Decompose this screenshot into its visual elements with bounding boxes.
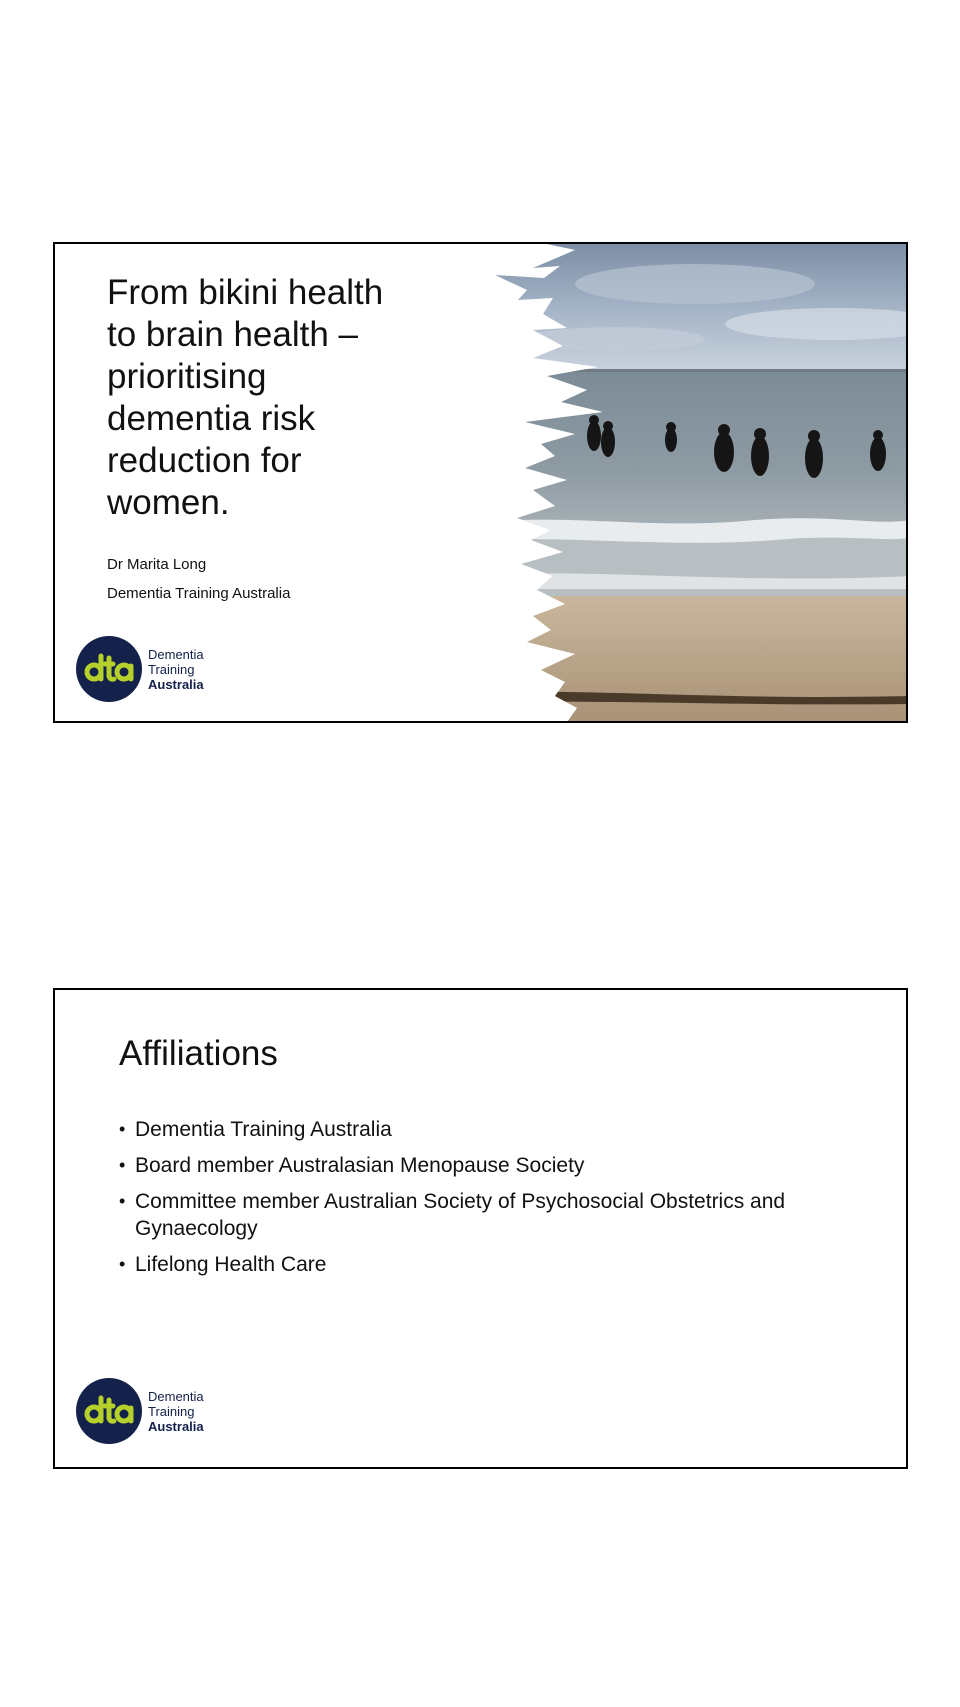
title-line: women.	[107, 483, 230, 522]
list-item: • Board member Australasian Menopause Society	[119, 1152, 859, 1179]
dta-logo-wordmark	[148, 647, 204, 692]
slide-title: Affiliations	[119, 1034, 278, 1073]
logo-line: Dementia	[148, 1389, 204, 1404]
dta-logo-mark	[76, 636, 142, 702]
author-name: Dr Marita Long	[107, 556, 207, 573]
title-line: dementia risk	[107, 399, 316, 438]
presentation-title	[107, 272, 427, 524]
list-item: • Lifelong Health Care	[119, 1251, 859, 1278]
logo-line: Training	[148, 1404, 195, 1419]
title-line: to brain health –	[107, 315, 359, 354]
list-item: • Dementia Training Australia	[119, 1116, 859, 1143]
title-slide	[53, 242, 908, 723]
affiliations-slide	[53, 988, 908, 1469]
dta-logo-wordmark	[148, 1389, 204, 1434]
title-line: reduction for	[107, 441, 302, 480]
title-line: prioritising	[107, 357, 267, 396]
list-item: • Committee member Australian Society of Psychosocial Obstetrics and Gynaecology	[119, 1188, 859, 1242]
affiliations-list	[119, 1116, 859, 1287]
dta-logo	[76, 1378, 226, 1448]
dta-logo-mark	[76, 1378, 142, 1444]
logo-line: Australia	[148, 1419, 204, 1434]
dta-logo	[76, 636, 226, 706]
logo-line: Training	[148, 662, 195, 677]
title-line: From bikini health	[107, 273, 384, 312]
logo-line: Australia	[148, 677, 204, 692]
organisation-name: Dementia Training Australia	[107, 585, 291, 602]
logo-line: Dementia	[148, 647, 204, 662]
